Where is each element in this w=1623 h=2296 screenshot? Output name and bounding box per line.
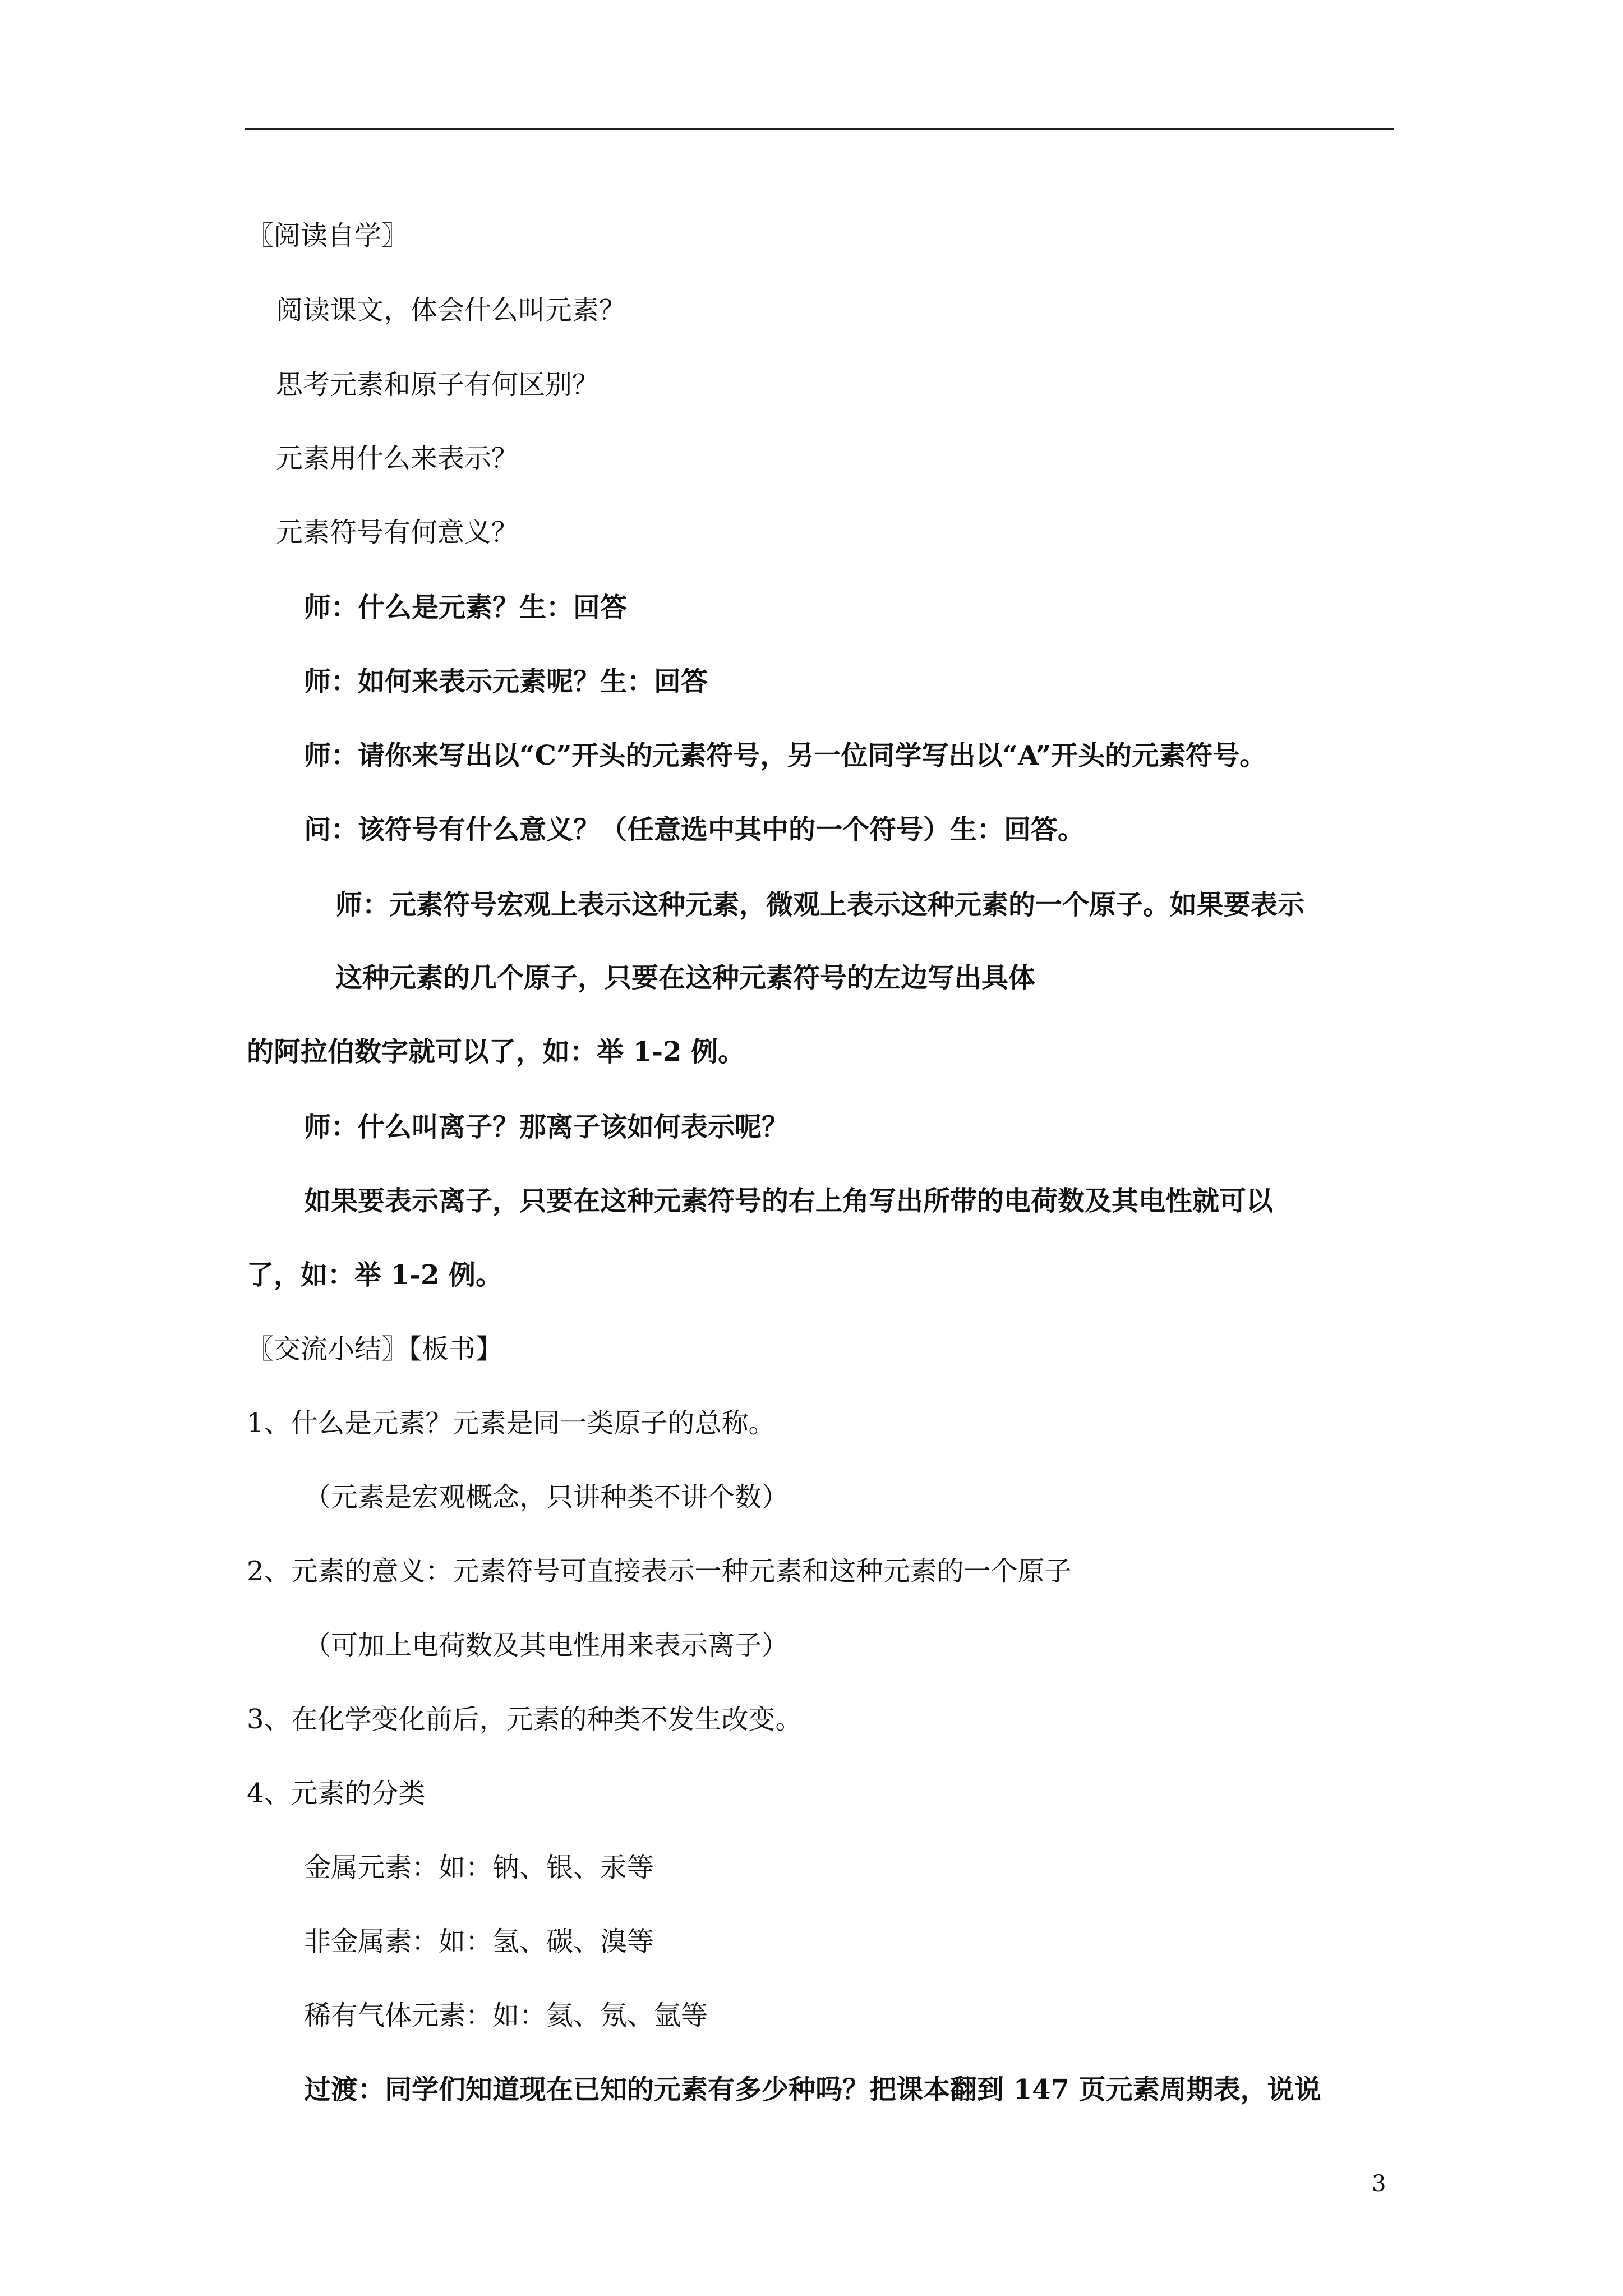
- page-number: 3: [1372, 2171, 1386, 2197]
- reading-question-3: 元素用什么来表示？: [276, 443, 519, 474]
- dialogue-line-5: 师：元素符号宏观上表示这种元素，微观上表示这种元素的一个原子。如果要表示: [335, 889, 1305, 921]
- classification-noble-gas: 稀有气体元素：如：氦、氖、氩等: [304, 2000, 708, 2031]
- dialogue-line-6: 这种元素的几个原子，只要在这种元素符号的左边写出具体: [335, 962, 1036, 993]
- dialogue-line-10: 了，如：举 1-2 例。: [247, 1259, 503, 1291]
- reading-question-4: 元素符号有何意义？: [276, 517, 519, 548]
- dialogue-line-2: 师：如何来表示元素呢？生：回答: [304, 666, 708, 697]
- header-rule: [245, 128, 1394, 130]
- classification-metal: 金属元素：如：钠、银、汞等: [304, 1852, 654, 1883]
- summary-item-3: 3、在化学变化前后，元素的种类不发生改变。: [247, 1704, 803, 1735]
- summary-item-1: 1、什么是元素？元素是同一类原子的总称。: [247, 1407, 776, 1439]
- summary-item-1-note: （元素是宏观概念，只讲种类不讲个数）: [304, 1481, 789, 1513]
- summary-item-4: 4、元素的分类: [247, 1778, 426, 1809]
- dialogue-line-7: 的阿拉伯数字就可以了，如：举 1-2 例。: [247, 1036, 745, 1068]
- dialogue-line-4: 问：该符号有什么意义？（任意选中其中的一个符号）生：回答。: [304, 814, 1085, 845]
- dialogue-line-3: 师：请你来写出以“C”开头的元素符号，另一位同学写出以“A”开头的元素符号。: [304, 740, 1267, 771]
- transition-line: 过渡：同学们知道现在已知的元素有多少种吗？把课本翻到 147 页元素周期表，说说: [304, 2074, 1321, 2105]
- dialogue-line-9: 如果要表示离子，只要在这种元素符号的右上角写出所带的电荷数及其电性就可以: [304, 1185, 1274, 1217]
- classification-nonmetal: 非金属素：如：氢、碳、溴等: [304, 1926, 654, 1957]
- reading-question-1: 阅读课文，体会什么叫元素？: [276, 295, 626, 326]
- section-heading-reading: 〖阅读自学〗: [247, 220, 409, 251]
- dialogue-line-8: 师：什么叫离子？那离子该如何表示呢？: [304, 1111, 789, 1143]
- section-heading-summary: 〖交流小结〗【板书】: [247, 1333, 503, 1365]
- reading-question-2: 思考元素和原子有何区别？: [276, 369, 600, 401]
- summary-item-2: 2、元素的意义：元素符号可直接表示一种元素和这种元素的一个原子: [247, 1556, 1072, 1587]
- summary-item-2-note: （可加上电荷数及其电性用来表示离子）: [304, 1630, 789, 1661]
- dialogue-line-1: 师：什么是元素？生：回答: [304, 592, 628, 623]
